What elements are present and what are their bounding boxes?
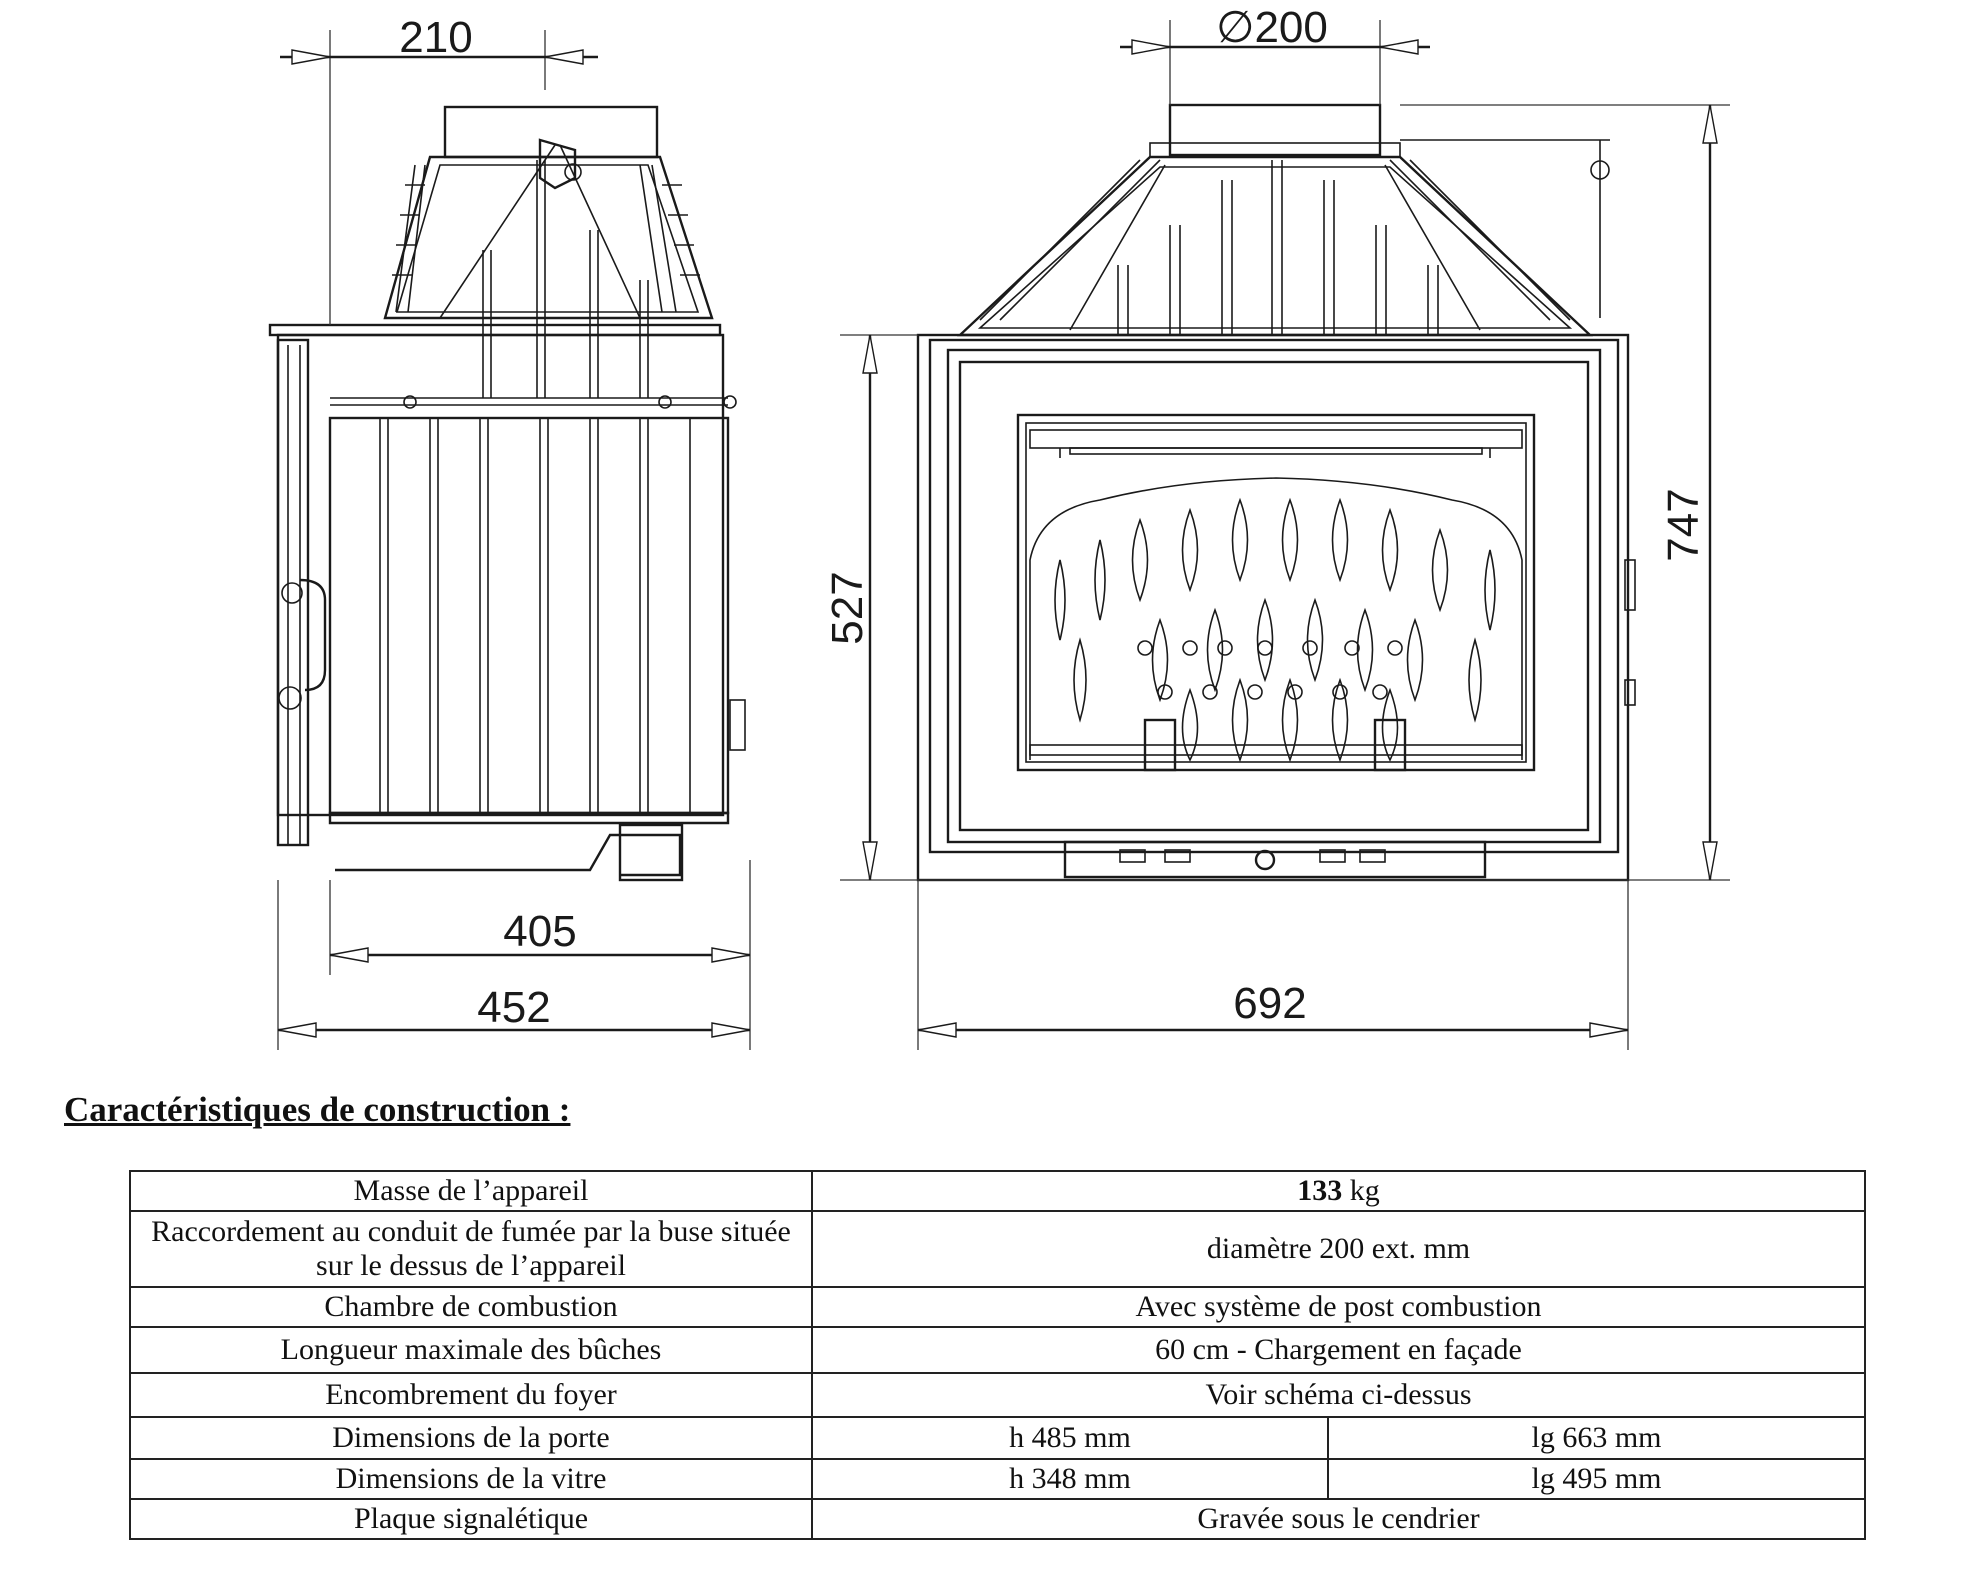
table-row [130, 1327, 1865, 1373]
side-view [270, 13, 750, 1050]
dim-height-front: 527 [823, 571, 872, 645]
table-row [130, 1287, 1865, 1327]
spec-label: Dimensions de la porte [130, 1417, 812, 1459]
specs-table [129, 1170, 1866, 1540]
spec-label: Plaque signalétique [130, 1499, 812, 1539]
spec-label: Dimensions de la vitre [130, 1459, 812, 1499]
front-view [823, 3, 1730, 1050]
spec-value-b: lg 495 mm [1328, 1459, 1865, 1499]
spec-value-b: lg 663 mm [1328, 1417, 1865, 1459]
spec-value-strong: 133 [1297, 1174, 1343, 1207]
spec-value-a: h 485 mm [812, 1417, 1328, 1459]
spec-label: Chambre de combustion [130, 1287, 812, 1327]
spec-value: diamètre 200 ext. mm [812, 1211, 1865, 1287]
spec-value [812, 1171, 1865, 1211]
table-row [130, 1417, 1865, 1459]
spec-label: Encombrement du foyer [130, 1373, 812, 1417]
table-row [130, 1373, 1865, 1417]
table-row [130, 1459, 1865, 1499]
dim-flue-offset: 210 [399, 13, 473, 62]
dim-depth-inner: 405 [503, 907, 577, 956]
spec-value-a: h 348 mm [812, 1459, 1328, 1499]
spec-label: Masse de l’appareil [130, 1171, 812, 1211]
table-row [130, 1499, 1865, 1539]
dim-flue-diameter: ∅200 [1216, 3, 1328, 52]
dim-height-total: 747 [1659, 488, 1708, 562]
dim-width: 692 [1233, 979, 1307, 1028]
spec-value: 60 cm - Chargement en façade [812, 1327, 1865, 1373]
table-row [130, 1211, 1865, 1287]
spec-value: Voir schéma ci-dessus [812, 1373, 1865, 1417]
table-row [130, 1171, 1865, 1211]
spec-label: Raccordement au conduit de fumée par la buse située sur le dessus de l’appareil [130, 1211, 812, 1287]
spec-value: Avec système de post combustion [812, 1287, 1865, 1327]
spec-value-unit: kg [1342, 1174, 1380, 1207]
spec-label: Longueur maximale des bûches [130, 1327, 812, 1373]
spec-value: Gravée sous le cendrier [812, 1499, 1865, 1539]
section-title: Caractéristiques de construction : [64, 1090, 571, 1129]
dim-depth-total: 452 [477, 983, 551, 1032]
